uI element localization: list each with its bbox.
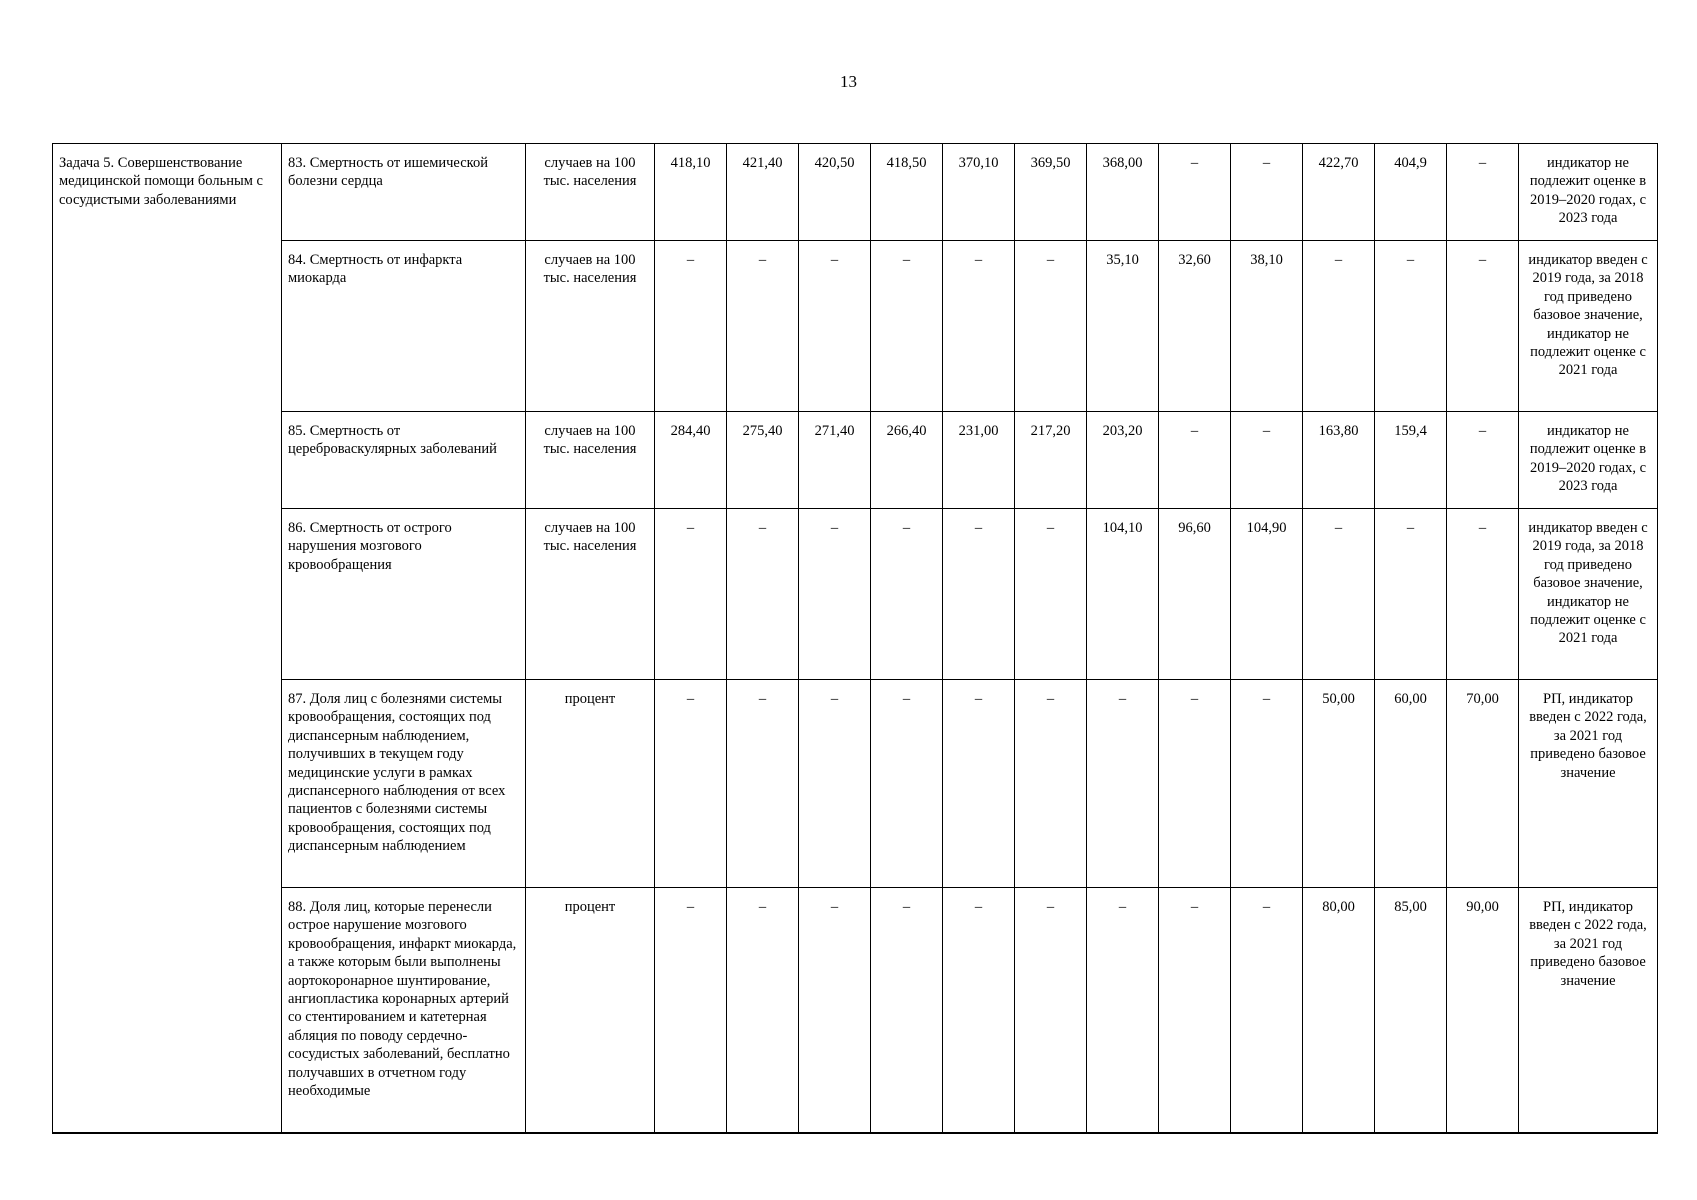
value-cell: 404,9: [1375, 144, 1447, 241]
note-cell: индикатор не подлежит оценке в 2019–2020 годах, с 2023 года: [1519, 412, 1658, 509]
value-cell: –: [871, 680, 943, 888]
table-row: [53, 509, 1658, 680]
value-cell: 418,10: [655, 144, 727, 241]
value-cell: 104,10: [1087, 509, 1159, 680]
note-cell: индикатор не подлежит оценке в 2019–2020 годах, с 2023 года: [1519, 144, 1658, 241]
table-row: [53, 680, 1658, 888]
value-cell: –: [943, 241, 1015, 412]
note-cell: индикатор введен с 2019 года, за 2018 год приведено базовое значение, индикатор не подлежит оценке с 2021 года: [1519, 241, 1658, 412]
value-cell: –: [1231, 680, 1303, 888]
value-cell: 60,00: [1375, 680, 1447, 888]
value-cell: –: [655, 680, 727, 888]
value-cell: –: [1231, 412, 1303, 509]
page-number: 13: [840, 72, 857, 91]
value-cell: –: [1231, 888, 1303, 1133]
value-cell: 368,00: [1087, 144, 1159, 241]
unit-cell: процент: [526, 680, 655, 888]
value-cell: 96,60: [1159, 509, 1231, 680]
value-cell: –: [1087, 680, 1159, 888]
value-cell: –: [727, 241, 799, 412]
value-cell: –: [799, 509, 871, 680]
value-cell: 90,00: [1447, 888, 1519, 1133]
indicators-table: [52, 143, 1658, 1134]
value-cell: –: [1015, 509, 1087, 680]
value-cell: 418,50: [871, 144, 943, 241]
unit-cell: случаев на 100 тыс. населения: [526, 144, 655, 241]
table-row: [53, 241, 1658, 412]
value-cell: –: [943, 509, 1015, 680]
unit-cell: процент: [526, 888, 655, 1133]
indicator-name: 85. Смертность от цереброваскулярных заболеваний: [282, 412, 526, 509]
value-cell: –: [1303, 241, 1375, 412]
unit-cell: случаев на 100 тыс. населения: [526, 509, 655, 680]
value-cell: 284,40: [655, 412, 727, 509]
value-cell: 32,60: [1159, 241, 1231, 412]
value-cell: 38,10: [1231, 241, 1303, 412]
value-cell: 369,50: [1015, 144, 1087, 241]
value-cell: 85,00: [1375, 888, 1447, 1133]
value-cell: –: [655, 241, 727, 412]
table-row: [53, 144, 1658, 241]
value-cell: –: [1015, 241, 1087, 412]
value-cell: –: [871, 888, 943, 1133]
value-cell: –: [1375, 241, 1447, 412]
indicator-name: 88. Доля лиц, которые перенесли острое нарушение мозгового кровообращения, инфаркт миокарда, а также которым были выполнены аортокоронарное шунтирование, ангиопластика коронарных артерий со стентированием и катетерная абляция по поводу сердечно-сосудистых заболеваний, бесплатно получавших в отчетном году необходимые: [282, 888, 526, 1133]
value-cell: –: [1015, 680, 1087, 888]
value-cell: 231,00: [943, 412, 1015, 509]
value-cell: –: [1303, 509, 1375, 680]
value-cell: –: [1231, 144, 1303, 241]
value-cell: 104,90: [1231, 509, 1303, 680]
value-cell: –: [655, 888, 727, 1133]
value-cell: –: [799, 680, 871, 888]
value-cell: –: [871, 241, 943, 412]
value-cell: 203,20: [1087, 412, 1159, 509]
value-cell: 266,40: [871, 412, 943, 509]
value-cell: 421,40: [727, 144, 799, 241]
value-cell: –: [1447, 241, 1519, 412]
value-cell: –: [1015, 888, 1087, 1133]
indicator-name: 84. Смертность от инфаркта миокарда: [282, 241, 526, 412]
value-cell: 50,00: [1303, 680, 1375, 888]
value-cell: –: [655, 509, 727, 680]
value-cell: 271,40: [799, 412, 871, 509]
value-cell: 420,50: [799, 144, 871, 241]
value-cell: –: [1447, 509, 1519, 680]
value-cell: –: [1159, 888, 1231, 1133]
table-row: [53, 888, 1658, 1133]
value-cell: –: [799, 241, 871, 412]
value-cell: –: [1087, 888, 1159, 1133]
value-cell: 217,20: [1015, 412, 1087, 509]
table-row: [53, 412, 1658, 509]
value-cell: –: [799, 888, 871, 1133]
value-cell: –: [1447, 144, 1519, 241]
table-body: [53, 144, 1658, 1133]
unit-cell: случаев на 100 тыс. населения: [526, 241, 655, 412]
value-cell: 70,00: [1447, 680, 1519, 888]
value-cell: 370,10: [943, 144, 1015, 241]
value-cell: –: [727, 680, 799, 888]
value-cell: –: [871, 509, 943, 680]
value-cell: –: [1159, 144, 1231, 241]
value-cell: –: [1159, 412, 1231, 509]
indicator-name: 83. Смертность от ишемической болезни сердца: [282, 144, 526, 241]
unit-cell: случаев на 100 тыс. населения: [526, 412, 655, 509]
value-cell: 422,70: [1303, 144, 1375, 241]
note-cell: индикатор введен с 2019 года, за 2018 год приведено базовое значение, индикатор не подлежит оценке с 2021 года: [1519, 509, 1658, 680]
value-cell: –: [1159, 680, 1231, 888]
task-cell: Задача 5. Совершенствование медицинской помощи больным с сосудистыми заболеваниями: [53, 144, 282, 1133]
value-cell: –: [943, 680, 1015, 888]
value-cell: 163,80: [1303, 412, 1375, 509]
value-cell: –: [1447, 412, 1519, 509]
value-cell: –: [727, 509, 799, 680]
value-cell: 35,10: [1087, 241, 1159, 412]
value-cell: 275,40: [727, 412, 799, 509]
indicator-name: 87. Доля лиц с болезнями системы кровообращения, состоящих под диспансерным наблюдением, получивших в текущем году медицинские услуги в рамках диспансерного наблюдения от всех пациентов с болезнями системы кровообращения, состоящих под диспансерным наблюдением: [282, 680, 526, 888]
note-cell: РП, индикатор введен с 2022 года, за 2021 год приведено базовое значение: [1519, 888, 1658, 1133]
value-cell: 80,00: [1303, 888, 1375, 1133]
indicator-name: 86. Смертность от острого нарушения мозгового кровообращения: [282, 509, 526, 680]
value-cell: –: [943, 888, 1015, 1133]
value-cell: 159,4: [1375, 412, 1447, 509]
value-cell: –: [1375, 509, 1447, 680]
note-cell: РП, индикатор введен с 2022 года, за 2021 год приведено базовое значение: [1519, 680, 1658, 888]
value-cell: –: [727, 888, 799, 1133]
